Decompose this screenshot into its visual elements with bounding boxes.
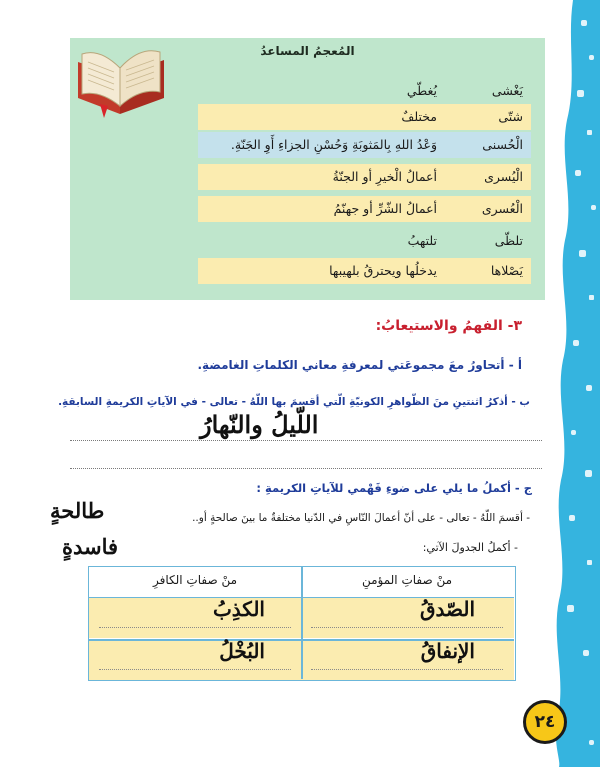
item-c-table-instruction: - أكملُ الجدولَ الآتي: [422, 541, 518, 554]
glossary-meaning: يُغطّي [406, 83, 437, 98]
item-a: أ - أتحاورُ معَ مجموعَتي لمعرفةِ معاني الكلماتِ الغامضةِ. [197, 358, 522, 372]
open-book-icon [70, 40, 170, 120]
glossary-word: الْعُسرى [481, 201, 523, 216]
glossary-meaning: مختلفٌ [401, 109, 437, 124]
glossary-word: شتّى [498, 109, 523, 124]
answer-line [70, 468, 542, 469]
cell-believer-1: الصّدقُ [419, 597, 475, 621]
glossary-word: الْيُسرى [484, 169, 523, 184]
cell-believer-2: الإنفاقُ [420, 639, 475, 663]
cell-line [311, 669, 503, 670]
column-divider [301, 567, 303, 679]
glossary-row [198, 132, 531, 158]
glossary-title: المُعجمُ المساعدُ [260, 44, 355, 58]
page-number-badge: ٢٤ [523, 700, 567, 744]
glossary-row [198, 78, 531, 104]
glossary-word: يَصْلاها [490, 263, 523, 278]
handwritten-answer-2: فاسدةٍ [62, 534, 119, 559]
handwritten-answer-1: طالحةٍ [50, 498, 105, 523]
cell-disbeliever-2: البُخْلُ [219, 639, 265, 663]
item-b: ب - أذكرُ اثنتينِ منَ الظّواهرِ الكونيّةِ الّتي أقسمَ بها اللّهُ - تعالى - في الآياتِ الكريمةِ السابقةِ. [58, 396, 530, 408]
cell-line [311, 627, 503, 628]
traits-table [88, 566, 516, 681]
item-c-sentence: - أقسمَ اللّهُ - تعالى - على أنّ أعمالَ النّاسِ في الدّنيا مختلفةٌ ما بينَ صالحةٍ أو.. [192, 512, 530, 524]
glossary-row [198, 258, 531, 284]
glossary-meaning: تلتهبُ [407, 233, 437, 248]
cell-line [99, 669, 291, 670]
header-disbeliever-traits: منْ صفاتِ الكافرِ [152, 573, 238, 587]
cell-line [99, 627, 291, 628]
cell-disbeliever-1: الكذِبُ [212, 597, 265, 621]
item-c: ج - أكملُ ما يلي على ضوءِ فَهْمي للآياتِ الكريمةِ : [256, 481, 532, 495]
glossary-meaning: وَعْدُ اللهِ بِالمَثوبَةِ وَحُسْنِ الجزاءِ أَوِ الجَنّةِ. [230, 137, 437, 152]
glossary-word: يَغْشى [491, 83, 523, 98]
glossary-row [198, 196, 531, 222]
item-b-answer: اللّيلُ والنّهارُ [200, 410, 319, 439]
glossary-row [198, 164, 531, 190]
decorative-side-strip [553, 0, 600, 767]
section-heading: ٣- الفهمُ والاستيعابُ: [375, 318, 522, 334]
header-believer-traits: منْ صفاتِ المؤمنِ [361, 573, 453, 587]
glossary-word: تلظّى [494, 233, 523, 248]
glossary-meaning: أعمالُ الشّرِّ أو جهنّمُ [333, 201, 437, 216]
glossary-row [198, 104, 531, 130]
answer-line [70, 440, 542, 441]
glossary-meaning: يدخلُها ويحترقُ بلهيبها [329, 263, 437, 278]
glossary-meaning: أعمالُ الْخيرِ أو الجنّةُ [332, 169, 437, 184]
glossary-row [198, 228, 531, 254]
glossary-word: الْحُسنى [482, 137, 523, 152]
